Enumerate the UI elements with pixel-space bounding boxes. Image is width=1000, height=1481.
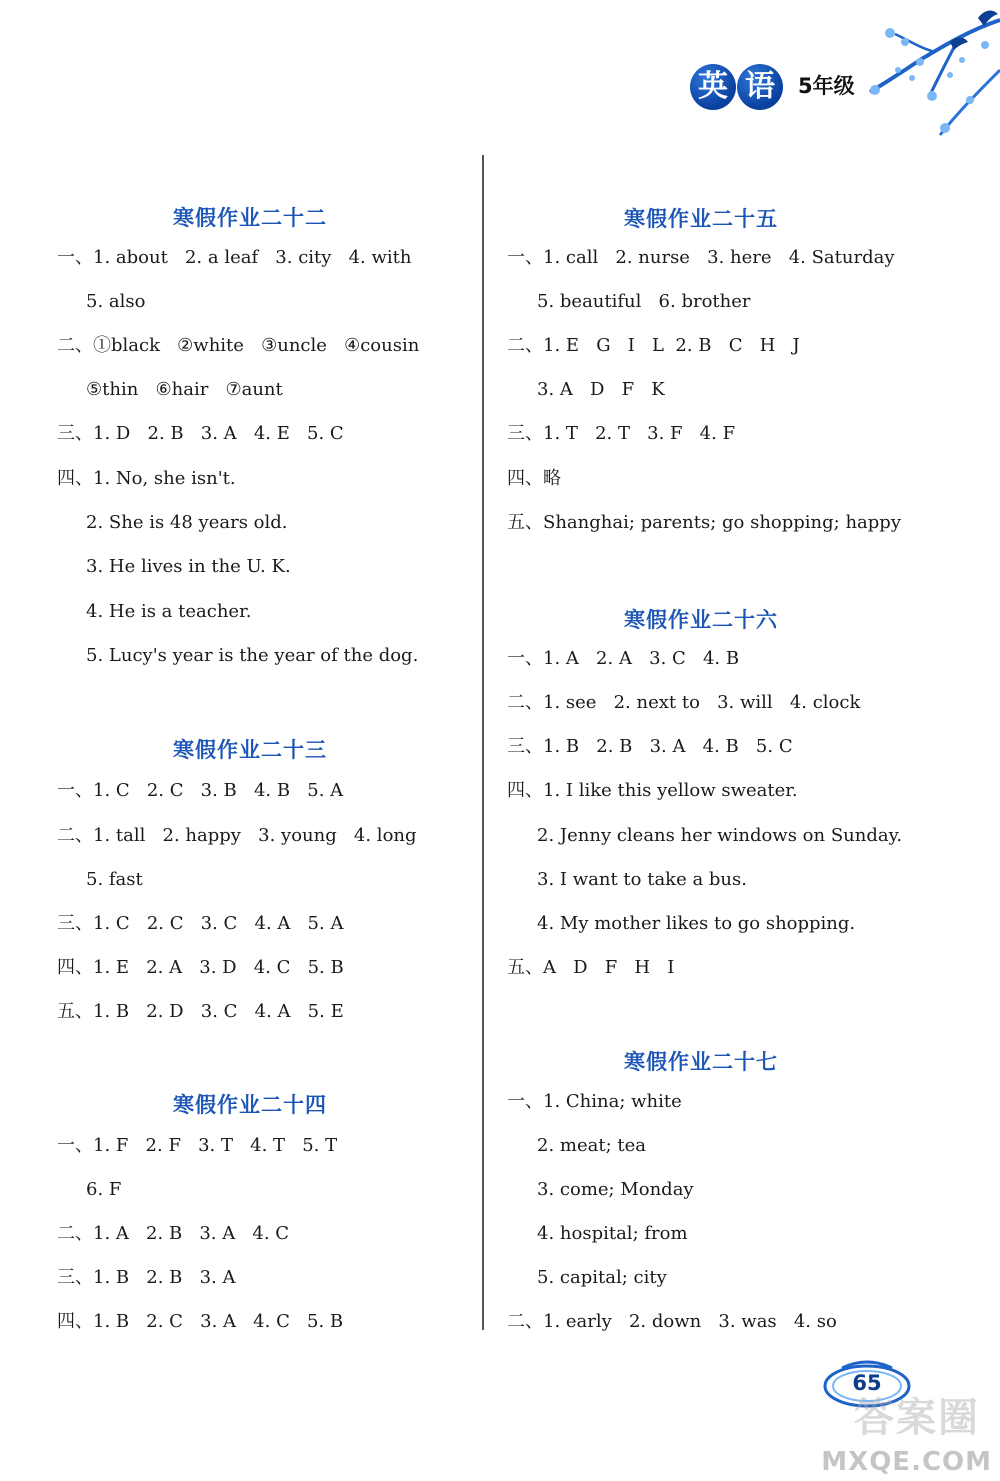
subject-char-1: 英: [690, 64, 736, 110]
answer-line: 二、①black ②white ③uncle ④cousin: [57, 335, 420, 356]
answer-line: 4. He is a teacher.: [86, 601, 252, 622]
answer-line: 一、1. about 2. a leaf 3. city 4. with: [57, 247, 412, 268]
column-divider: [482, 155, 484, 1330]
answer-line: 3. come; Monday: [537, 1179, 694, 1200]
answer-line: 三、1. C 2. C 3. C 4. A 5. A: [57, 913, 344, 934]
answer-line: 5. also: [86, 291, 146, 312]
answer-line: 五、A D F H I: [507, 957, 675, 978]
section-title: 寒假作业二十四: [173, 1093, 327, 1117]
answer-line: 五、1. B 2. D 3. C 4. A 5. E: [57, 1001, 344, 1022]
answer-line: 一、1. China; white: [507, 1091, 682, 1112]
answer-line: 二、1. E G I L 2. B C H J: [507, 335, 800, 356]
page-header: [0, 0, 1000, 150]
answer-line: 一、1. A 2. A 3. C 4. B: [507, 648, 740, 669]
grade-label: 5年级: [798, 74, 855, 98]
answer-line: 5. capital; city: [537, 1267, 667, 1288]
answer-line: 4. My mother likes to go shopping.: [537, 913, 856, 934]
answer-line: 5. Lucy's year is the year of the dog.: [86, 645, 419, 666]
answer-line: 一、1. call 2. nurse 3. here 4. Saturday: [507, 247, 895, 268]
answer-line: 4. hospital; from: [537, 1223, 688, 1244]
answer-line: 三、1. T 2. T 3. F 4. F: [507, 423, 736, 444]
answer-line: 一、1. C 2. C 3. B 4. B 5. A: [57, 780, 344, 801]
answer-line: 2. She is 48 years old.: [86, 512, 288, 533]
page-number: 65: [852, 1371, 882, 1395]
section-title: 寒假作业二十五: [624, 207, 778, 231]
answer-line: 四、1. No, she isn't.: [57, 468, 236, 489]
answer-line: 二、1. see 2. next to 3. will 4. clock: [507, 692, 861, 713]
section-title: 寒假作业二十二: [173, 206, 327, 230]
answer-line: 四、1. I like this yellow sweater.: [507, 780, 798, 801]
answer-line: 5. beautiful 6. brother: [537, 291, 751, 312]
answer-line: 3. He lives in the U. K.: [86, 556, 291, 577]
answer-line: 四、1. B 2. C 3. A 4. C 5. B: [57, 1311, 344, 1332]
answer-line: 2. Jenny cleans her windows on Sunday.: [537, 825, 903, 846]
answer-line: 6. F: [86, 1179, 122, 1200]
section-title: 寒假作业二十七: [624, 1050, 778, 1074]
answer-line: 三、1. B 2. B 3. A: [57, 1267, 236, 1288]
answer-line: 四、略: [507, 468, 561, 489]
answer-line: 三、1. B 2. B 3. A 4. B 5. C: [507, 736, 793, 757]
answer-line: ⑤thin ⑥hair ⑦aunt: [86, 379, 283, 400]
section-title: 寒假作业二十六: [624, 608, 778, 632]
watermark-url: MXQE.COM: [821, 1447, 992, 1477]
answer-line: 5. fast: [86, 869, 143, 890]
answer-line: 四、1. E 2. A 3. D 4. C 5. B: [57, 957, 344, 978]
answer-line: 二、1. A 2. B 3. A 4. C: [57, 1223, 290, 1244]
answer-line: 二、1. early 2. down 3. was 4. so: [507, 1311, 837, 1332]
answer-line: 五、Shanghai; parents; go shopping; happy: [507, 512, 901, 533]
watermark-logo: 答案圈: [854, 1395, 980, 1441]
answer-line: 2. meat; tea: [537, 1135, 646, 1156]
answer-line: 三、1. D 2. B 3. A 4. E 5. C: [57, 423, 344, 444]
answer-line: 3. I want to take a bus.: [537, 869, 747, 890]
answer-line: 二、1. tall 2. happy 3. young 4. long: [57, 825, 417, 846]
answer-line: 一、1. F 2. F 3. T 4. T 5. T: [57, 1135, 338, 1156]
section-title: 寒假作业二十三: [173, 738, 327, 762]
plum-branch-decoration: [850, 0, 1000, 150]
answer-line: 3. A D F K: [537, 379, 665, 400]
subject-char-2: 语: [737, 64, 783, 110]
